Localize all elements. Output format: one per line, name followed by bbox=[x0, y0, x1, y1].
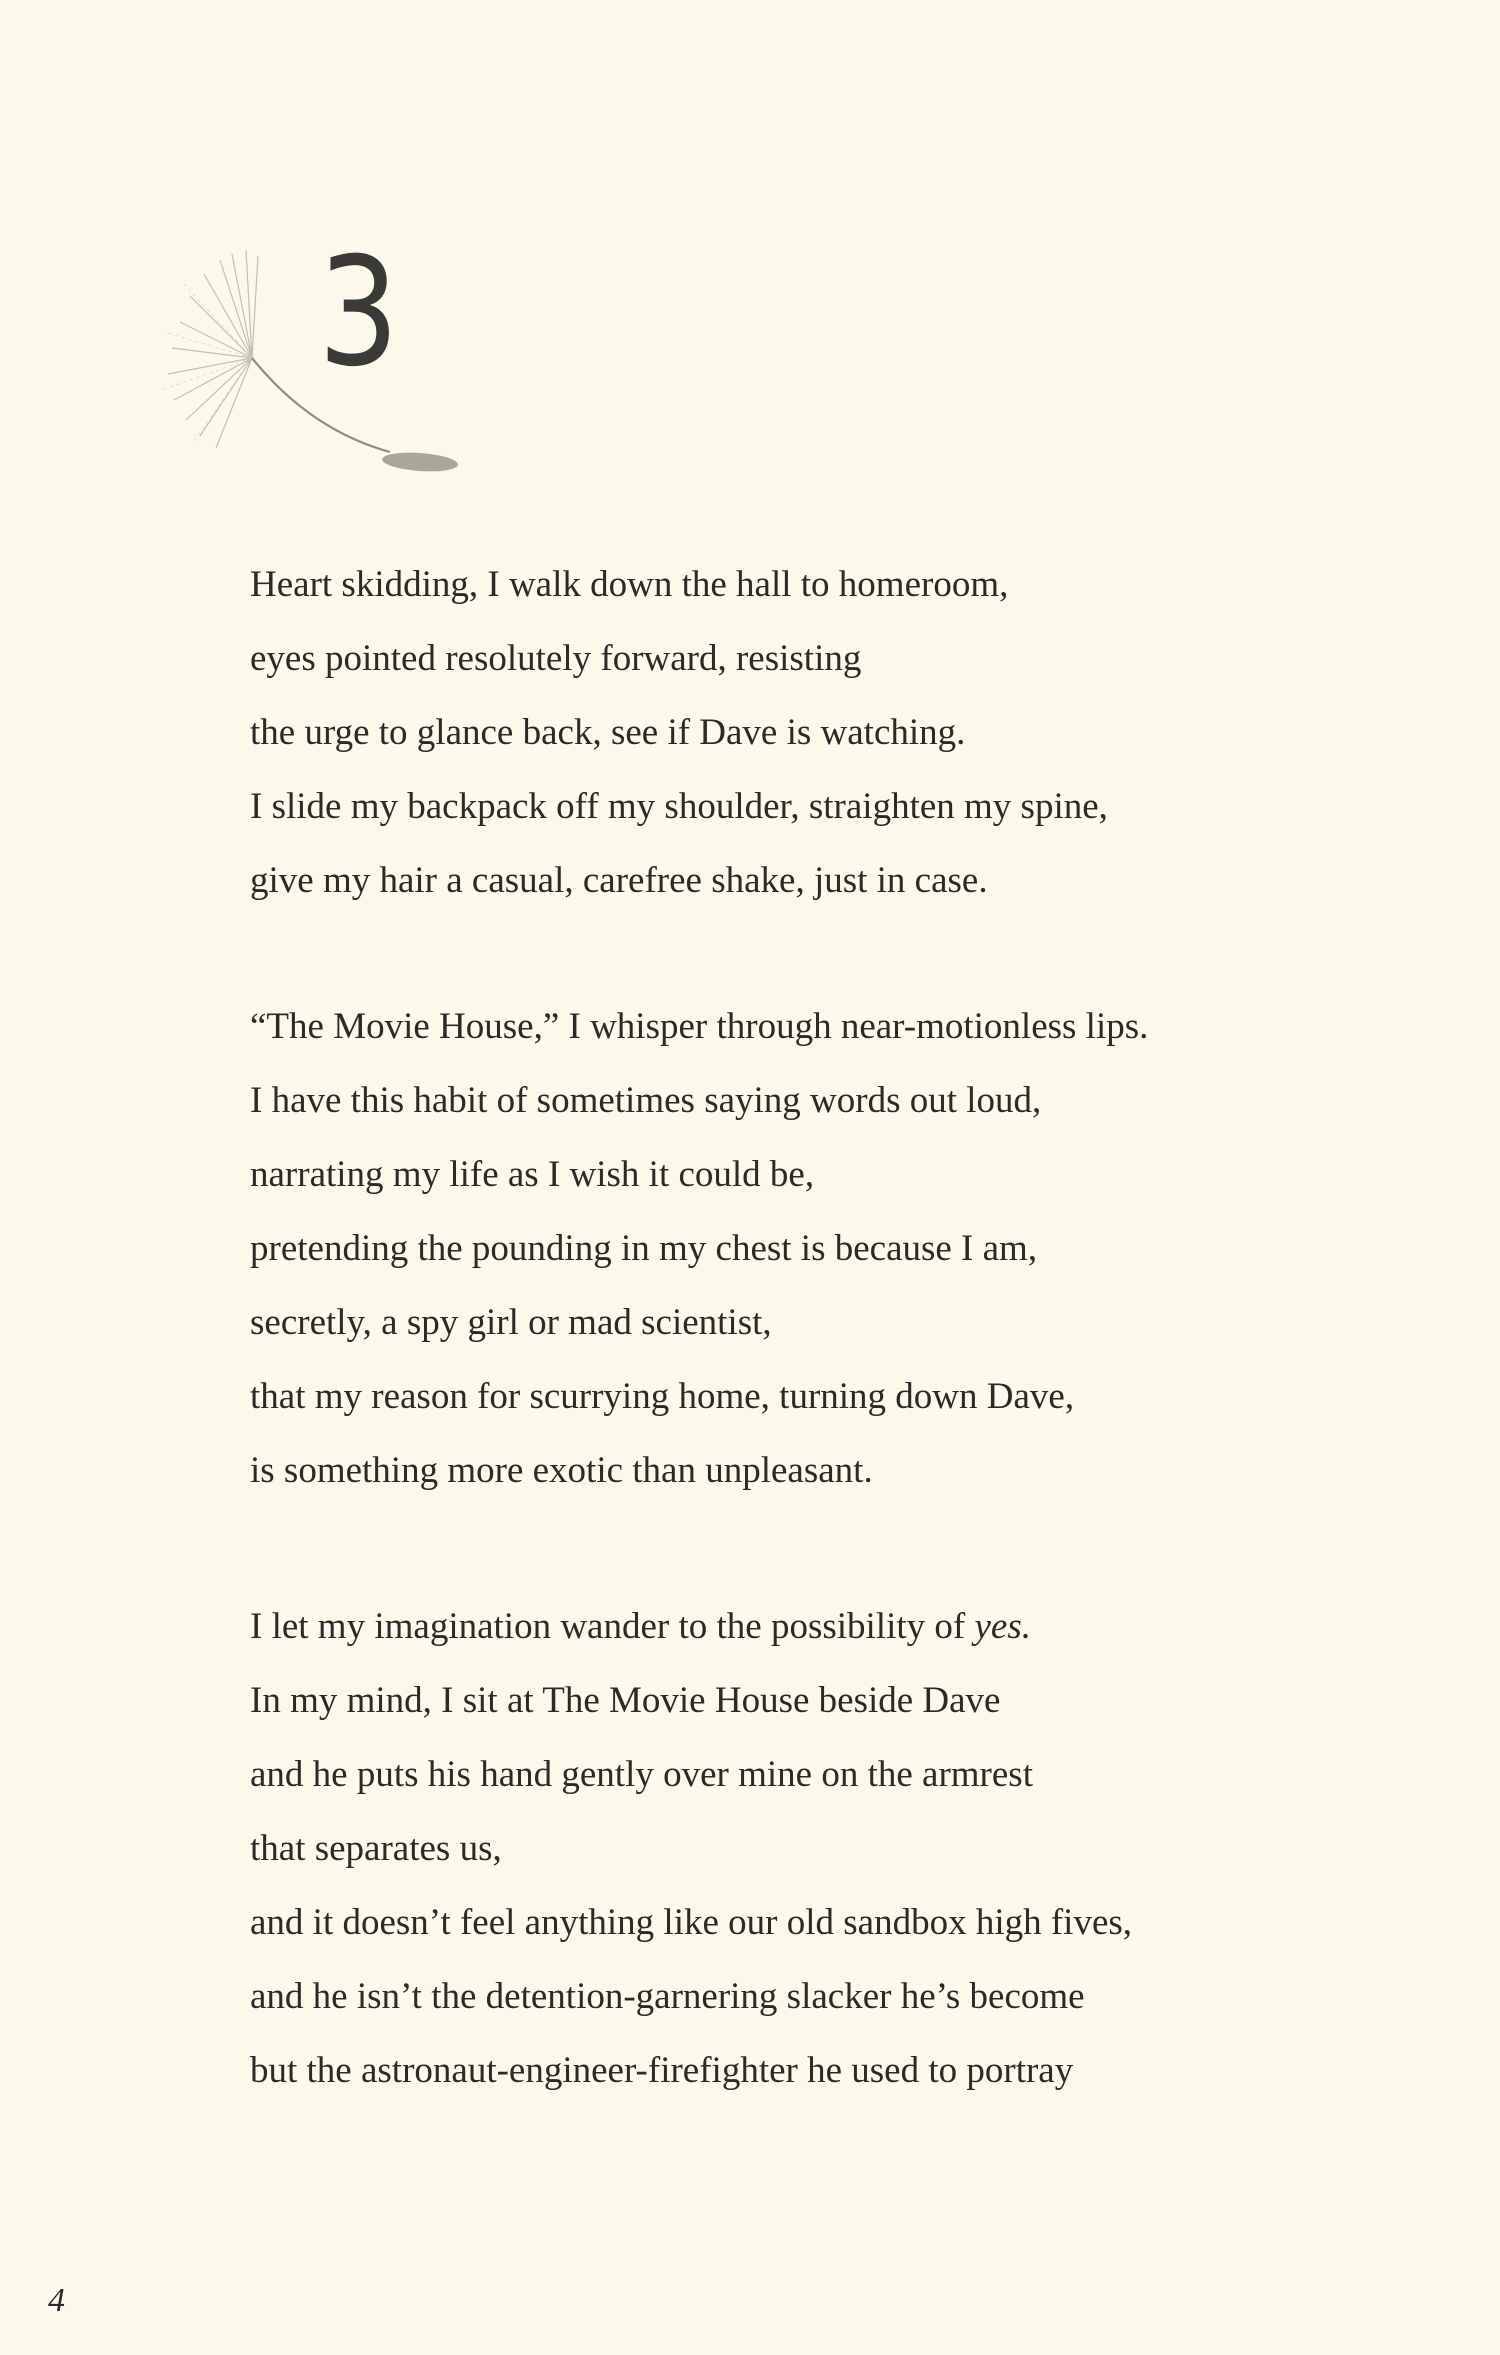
poem-line: eyes pointed resolutely forward, resisting bbox=[250, 638, 862, 679]
poem-line: Heart skidding, I walk down the hall to homeroom, bbox=[250, 564, 1009, 605]
stanza-1 bbox=[250, 548, 1108, 918]
poem-line: but the astronaut-engineer-firefighter he used to portray bbox=[250, 2050, 1074, 2091]
poem-line: that separates us, bbox=[250, 1828, 502, 1869]
poem-line: I have this habit of sometimes saying words out loud, bbox=[250, 1080, 1042, 1121]
chapter-number: 3 bbox=[318, 226, 396, 400]
poem-line: secretly, a spy girl or mad scientist, bbox=[250, 1302, 772, 1343]
italic-word: yes. bbox=[974, 1606, 1031, 1647]
poem-line: I slide my backpack off my shoulder, straighten my spine, bbox=[250, 786, 1108, 827]
poem-line-text: I let my imagination wander to the possibility of bbox=[250, 1606, 975, 1647]
poem-line: give my hair a casual, carefree shake, just in case. bbox=[250, 860, 988, 901]
poem-line: and it doesn’t feel anything like our old sandbox high fives, bbox=[250, 1902, 1133, 1943]
poem-line: the urge to glance back, see if Dave is watching. bbox=[250, 712, 966, 753]
poem-line: narrating my life as I wish it could be, bbox=[250, 1154, 815, 1195]
poem-line: “The Movie House,” I whisper through near-motionless lips. bbox=[250, 1006, 1149, 1047]
poem-line: and he puts his hand gently over mine on the armrest bbox=[250, 1754, 1033, 1795]
poem-line: pretending the pounding in my chest is because I am, bbox=[250, 1228, 1038, 1269]
poem-line: In my mind, I sit at The Movie House beside Dave bbox=[250, 1680, 1001, 1721]
poem-line: that my reason for scurrying home, turning down Dave, bbox=[250, 1376, 1075, 1417]
page-number: 4 bbox=[48, 2282, 65, 2319]
stanza-3 bbox=[250, 1590, 1132, 2108]
poem-line: and he isn’t the detention-garnering slacker he’s become bbox=[250, 1976, 1085, 2017]
poem-line bbox=[250, 1590, 1132, 1664]
stanza-2 bbox=[250, 990, 1148, 1508]
poem-line: is something more exotic than unpleasant. bbox=[250, 1450, 873, 1491]
